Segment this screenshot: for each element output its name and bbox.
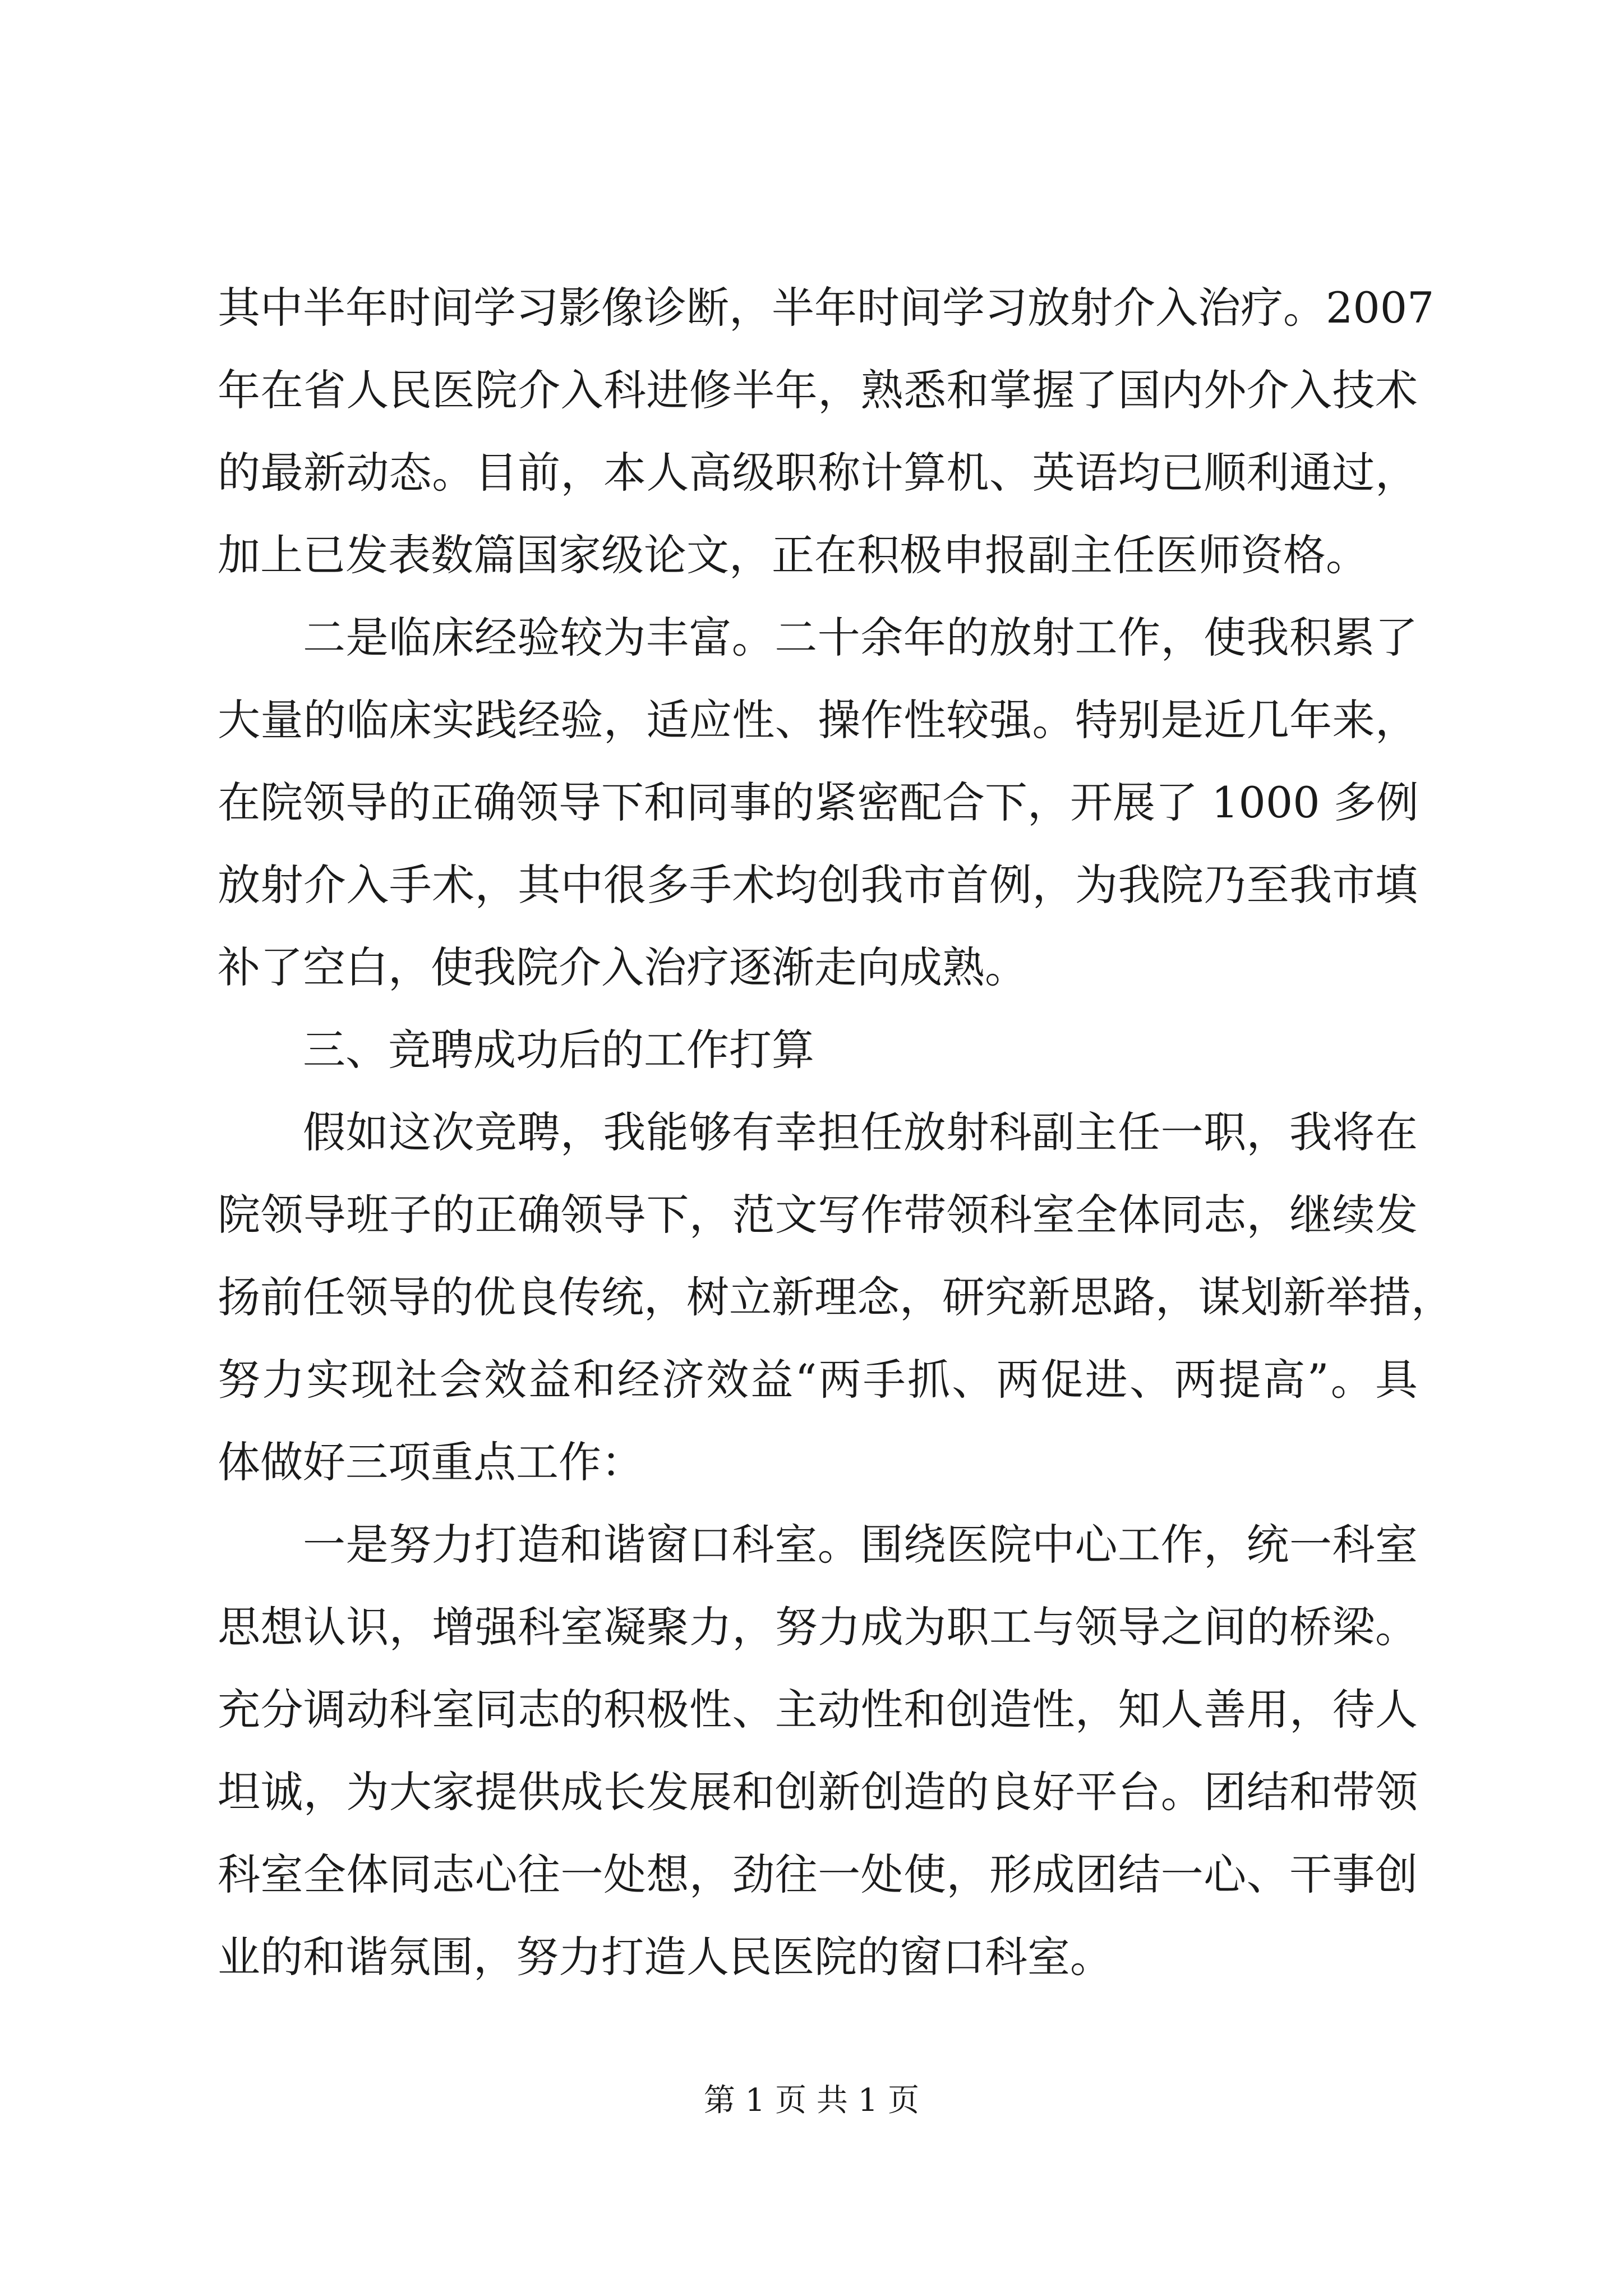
text-line: 努力实现社会效益和经济效益“两手抓、两促进、两提高”。具: [218, 1355, 1418, 1405]
text-line: 坦诚，为大家提供成长发展和创新创造的良好平台。团结和带领: [218, 1767, 1418, 1817]
document-body: [218, 266, 1454, 1998]
text-line: 放射介入手术，其中很多手术均创我市首例，为我院乃至我市填: [218, 860, 1418, 910]
text-line: 二是临床经验较为丰富。二十余年的放射工作，使我积累了: [303, 613, 1418, 662]
text-line: 加上已发表数篇国家级论文，正在积极申报副主任医师资格。: [218, 530, 1368, 580]
text-line: 一是努力打造和谐窗口科室。围绕医院中心工作，统一科室: [303, 1520, 1418, 1570]
text-line: 思想认识，增强科室凝聚力，努力成为职工与领导之间的桥梁。: [218, 1602, 1418, 1652]
text-line: 大量的临床实践经验，适应性、操作性较强。特别是近几年来，: [218, 695, 1418, 745]
text-line: 充分调动科室同志的积极性、主动性和创造性，知人善用，待人: [218, 1685, 1418, 1734]
text-line: 扬前任领导的优良传统，树立新理念，研究新思路，谋划新举措，: [218, 1272, 1454, 1322]
text-line: 的最新动态。目前，本人高级职称计算机、英语均已顺利通过，: [218, 448, 1418, 498]
text-line: 体做好三项重点工作：: [218, 1437, 644, 1487]
text-line: 其中半年时间学习影像诊断，半年时间学习放射介入治疗。2007: [218, 283, 1435, 333]
page-footer: [0, 2078, 1623, 2123]
section-heading: 三、竞聘成功后的工作打算: [303, 1025, 814, 1075]
text-line: 院领导班子的正确领导下，范文写作带领科室全体同志，继续发: [218, 1190, 1418, 1240]
text-line: 业的和谐氛围，努力打造人民医院的窗口科室。: [218, 1932, 1113, 1982]
text-line: 假如这次竞聘，我能够有幸担任放射科副主任一职，我将在: [303, 1107, 1418, 1157]
page-number: 第 1 页 共 1 页: [703, 2082, 920, 2119]
text-line: 科室全体同志心往一处想，劲往一处使，形成团结一心、干事创: [218, 1849, 1418, 1899]
text-line: 年在省人民医院介入科进修半年，熟悉和掌握了国内外介入技术: [218, 365, 1418, 415]
text-line: 补了空白，使我院介入治疗逐渐走向成熟。: [218, 942, 1027, 992]
text-line: 在院领导的正确领导下和同事的紧密配合下，开展了 1000 多例: [218, 777, 1419, 827]
